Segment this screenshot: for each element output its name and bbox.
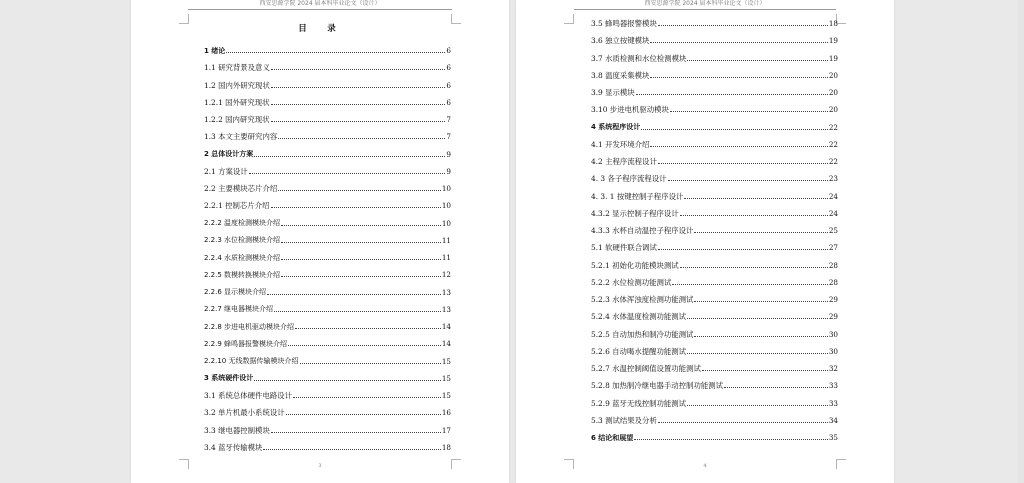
toc-entry-title: 2.2.9 蜂鸣器报警模块介绍: [204, 339, 288, 348]
toc-entry-page: 23: [828, 174, 838, 184]
document-page-left: [131, 0, 509, 483]
dot-leader: [249, 167, 446, 174]
toc-entry-page: 15: [441, 391, 451, 401]
toc-entry-page: 10: [441, 184, 451, 194]
toc-entry-title: 4.3.2 显示控制子程序设计: [591, 208, 679, 218]
toc-entry-title: 4.1 开发环境介绍: [591, 139, 650, 149]
toc-entry-title: 4. 3 各子程序流程设计: [591, 174, 667, 184]
toc-entry-page: 32: [828, 364, 838, 374]
toc-entry-title: 2 总体设计方案: [204, 150, 254, 159]
toc-entry-page: 20: [828, 105, 838, 115]
toc-entry-title: 2.2.7 继电器模块介绍: [204, 305, 274, 314]
toc-entry-title: 5.2.9 蓝牙无线控制功能测试: [591, 398, 687, 408]
dot-leader: [274, 305, 441, 312]
toc-entry-title: 2.2 主要模块芯片介绍: [204, 184, 278, 194]
dot-leader: [658, 243, 828, 250]
toc-entry[interactable]: [591, 377, 838, 394]
toc-entry-page: 29: [828, 312, 838, 322]
dot-leader: [672, 278, 828, 285]
toc-entry-page: 19: [828, 36, 838, 46]
toc-entry-page: 29: [828, 295, 838, 305]
toc-entry[interactable]: [204, 370, 451, 387]
toc-entry[interactable]: [591, 308, 838, 325]
toc-entry-page: 22: [828, 122, 838, 132]
toc-entry-title: 1.1 研究背景及意义: [204, 63, 270, 73]
dot-leader: [271, 115, 446, 122]
toc-entry-title: 1.3 本文主要研究内容: [204, 132, 278, 142]
toc-entry[interactable]: [591, 84, 838, 101]
toc-entry-page: 34: [828, 415, 838, 425]
toc-entry[interactable]: [591, 32, 838, 49]
dot-leader: [702, 364, 828, 371]
toc-entry[interactable]: [204, 94, 451, 111]
toc-entry[interactable]: [591, 15, 838, 32]
toc-entry-title: 5.2.4 水体温度检测功能测试: [591, 312, 687, 322]
toc-entry-page: 11: [441, 253, 451, 263]
toc-entry[interactable]: [591, 67, 838, 84]
dot-leader: [271, 201, 441, 208]
toc-entry[interactable]: [204, 387, 451, 404]
toc-entry-page: 6: [446, 97, 451, 107]
toc-entry[interactable]: [204, 249, 451, 266]
dot-leader: [641, 123, 828, 130]
toc-list-right: [591, 15, 838, 446]
toc-entry-title: 2.2.1 控制芯片介绍: [204, 201, 270, 211]
toc-entry-title: 4.2 主程序流程设计: [591, 157, 657, 167]
toc-entry-page: 17: [441, 425, 451, 435]
toc-entry-page: 18: [828, 19, 838, 29]
toc-entry-page: 14: [441, 322, 451, 332]
toc-entry-title: 3.9 显示模块: [591, 88, 635, 98]
dot-leader: [724, 381, 828, 388]
toc-entry[interactable]: [591, 412, 838, 429]
toc-entry-title: 2.2.5 数模转换模块介绍: [204, 270, 281, 279]
dot-leader: [295, 322, 441, 329]
toc-entry-title: 2.2.6 显示模块介绍: [204, 288, 267, 297]
page-number: 4: [703, 463, 707, 469]
dot-leader: [658, 416, 828, 423]
toc-entry[interactable]: [591, 50, 838, 67]
toc-entry-title: 1 绪论: [204, 46, 226, 55]
dot-leader: [687, 399, 828, 406]
toc-entry[interactable]: [204, 163, 451, 180]
viewer-scrollbar[interactable]: [1018, 0, 1024, 483]
dot-leader: [658, 157, 828, 164]
dot-leader: [687, 347, 828, 354]
toc-entry[interactable]: [204, 77, 451, 94]
toc-entry-title: 2.2.2 温度检测模块介绍: [204, 219, 281, 228]
toc-entry-page: 30: [828, 346, 838, 356]
toc-entry-page: 10: [441, 201, 451, 211]
toc-entry-page: 7: [446, 115, 451, 125]
toc-entry[interactable]: [591, 257, 838, 274]
running-header: 西安思源学院 2024 届本科毕业论文（设计）: [574, 0, 836, 10]
toc-entry-title: 3.7 水质检测和水位检测模块: [591, 53, 687, 63]
toc-entry[interactable]: [204, 42, 451, 59]
toc-entry-title: 5.2.5 自动加热和制冷功能测试: [591, 329, 694, 339]
toc-entry-page: 28: [828, 260, 838, 270]
toc-entry-title: 3.8 温度采集模块: [591, 70, 650, 80]
dot-leader: [684, 192, 827, 199]
dot-leader: [254, 150, 445, 157]
dot-leader: [694, 330, 827, 337]
toc-entry-title: 5.2.6 自动喝水提醒功能测试: [591, 346, 687, 356]
toc-entry-page: 13: [441, 287, 451, 297]
dot-leader: [267, 288, 441, 295]
toc-entry[interactable]: [591, 343, 838, 360]
dot-leader: [687, 54, 827, 61]
toc-entry-page: 7: [446, 132, 451, 142]
toc-entry[interactable]: [591, 239, 838, 256]
running-header: 西安思源学院 2024 届本科毕业论文（设计）: [188, 0, 452, 10]
toc-entry-page: 20: [828, 70, 838, 80]
toc-entry[interactable]: [204, 146, 451, 163]
toc-entry-page: 15: [441, 373, 451, 383]
toc-entry-title: 5.2.3 水体浑浊度检测功能测试: [591, 295, 694, 305]
toc-entry-title: 5.2.7 水温控制阈值设置功能测试: [591, 364, 701, 374]
dot-leader: [281, 253, 441, 260]
toc-entry-page: 18: [441, 442, 451, 452]
dot-leader: [658, 19, 828, 26]
toc-entry-title: 6 结论和展望: [591, 433, 634, 442]
dot-leader: [694, 295, 827, 302]
toc-entry-title: 3.6 独立按键模块: [591, 36, 650, 46]
dot-leader: [288, 339, 441, 346]
dot-leader: [254, 374, 441, 381]
toc-entry[interactable]: [204, 197, 451, 214]
toc-entry-page: 16: [441, 408, 451, 418]
toc-entry[interactable]: [204, 301, 451, 318]
page-number: 3: [318, 463, 322, 469]
toc-entry-title: 5.1 软硬件联合调试: [591, 243, 657, 253]
toc-entry-title: 2.1 方案设计: [204, 166, 248, 176]
toc-entry-page: 9: [446, 166, 451, 176]
toc-entry-page: 6: [446, 63, 451, 73]
toc-entry-page: 14: [441, 339, 451, 349]
toc-entry[interactable]: [204, 284, 451, 301]
toc-entry-title: 1.2 国内外研究现状: [204, 80, 270, 90]
toc-entry-page: 27: [828, 243, 838, 253]
dot-leader: [680, 261, 828, 268]
toc-entry-title: 4.3.3 水杯自动温控子程序设计: [591, 226, 694, 236]
toc-entry-title: 3.2 单片机最小系统设计: [204, 408, 285, 418]
dot-leader: [271, 98, 446, 105]
dot-leader: [293, 391, 441, 398]
toc-entry-page: 28: [828, 277, 838, 287]
toc-entry-page: 22: [828, 139, 838, 149]
dot-leader: [670, 105, 828, 112]
dot-leader: [263, 443, 440, 450]
toc-entry[interactable]: [204, 318, 451, 335]
toc-entry-title: 5.2.1 初始化功能模块测试: [591, 260, 679, 270]
toc-entry[interactable]: [591, 326, 838, 343]
toc-entry[interactable]: [591, 291, 838, 308]
toc-entry-page: 12: [441, 270, 451, 280]
dot-leader: [281, 236, 441, 243]
toc-entry-title: 1.2.1 国外研究现状: [204, 97, 270, 107]
toc-entry-title: 3.10 步进电机驱动模块: [591, 105, 669, 115]
dot-leader: [634, 433, 828, 440]
toc-entry-title: 3 系统硬件设计: [204, 374, 254, 383]
dot-leader: [668, 174, 828, 181]
toc-entry-page: 24: [828, 191, 838, 201]
toc-entry-title: 3.1 系统总体硬件电路设计: [204, 391, 293, 401]
dot-leader: [226, 46, 445, 53]
toc-entry-title: 5.2.8 加热制冷继电器手动控制功能测试: [591, 381, 724, 391]
toc-entry-title: 3.5 蜂鸣器报警模块: [591, 19, 657, 29]
toc-entry-title: 5.3 测试结果及分析: [591, 415, 657, 425]
toc-entry[interactable]: [204, 232, 451, 249]
dot-leader: [271, 81, 446, 88]
toc-entry-title: 2.2.10 无线数据传输模块介绍: [204, 357, 299, 366]
toc-entry-title: 2.2.8 步进电机驱动模块介绍: [204, 322, 295, 331]
dot-leader: [286, 408, 441, 415]
toc-entry-page: 9: [446, 149, 451, 159]
toc-entry-page: 33: [828, 381, 838, 391]
toc-entry[interactable]: [591, 153, 838, 170]
toc-entry-page: 19: [828, 53, 838, 63]
toc-entry[interactable]: [591, 119, 838, 136]
toc-entry-page: 10: [441, 218, 451, 228]
toc-title: 目 录: [298, 24, 342, 34]
document-page-right: [516, 0, 894, 483]
dot-leader: [694, 226, 827, 233]
toc-entry-title: 2.2.3 水位检测模块介绍: [204, 236, 281, 245]
toc-entry-page: 6: [446, 46, 451, 56]
dot-leader: [650, 140, 827, 147]
toc-entry-page: 30: [828, 329, 838, 339]
toc-entry-title: 3.4 蓝牙传输模块: [204, 442, 263, 452]
toc-entry[interactable]: [204, 180, 451, 197]
dot-leader: [278, 184, 441, 191]
dot-leader: [650, 71, 827, 78]
toc-entry[interactable]: [204, 128, 451, 145]
toc-entry[interactable]: [591, 170, 838, 187]
toc-entry-page: 11: [441, 235, 451, 245]
toc-entry-page: 20: [828, 88, 838, 98]
dot-leader: [278, 132, 445, 139]
toc-entry-page: 22: [828, 157, 838, 167]
toc-entry[interactable]: [204, 422, 451, 439]
toc-entry[interactable]: [591, 360, 838, 377]
toc-entry-title: 4. 3. 1 按键控制子程序设计: [591, 191, 684, 201]
dot-leader: [281, 219, 441, 226]
toc-entry-title: 4 系统程序设计: [591, 123, 641, 132]
dot-leader: [680, 209, 828, 216]
toc-entry[interactable]: [591, 101, 838, 118]
toc-entry-title: 5.2.2 水位检测功能测试: [591, 277, 672, 287]
toc-entry-page: 24: [828, 208, 838, 218]
dot-leader: [650, 36, 827, 43]
toc-entry[interactable]: [204, 215, 451, 232]
dot-leader: [687, 312, 828, 319]
toc-list-left: [204, 42, 451, 456]
dot-leader: [271, 426, 441, 433]
dot-leader: [281, 270, 441, 277]
toc-entry-page: 6: [446, 80, 451, 90]
toc-entry[interactable]: [204, 404, 451, 421]
toc-entry[interactable]: [204, 111, 451, 128]
toc-entry[interactable]: [204, 439, 451, 456]
toc-entry-title: 3.3 继电器控制模块: [204, 425, 270, 435]
toc-entry[interactable]: [591, 205, 838, 222]
toc-entry[interactable]: [591, 136, 838, 153]
toc-entry[interactable]: [591, 274, 838, 291]
dot-leader: [300, 357, 441, 364]
toc-entry[interactable]: [204, 266, 451, 283]
toc-entry[interactable]: [204, 335, 451, 352]
toc-entry-title: 1.2.2 国内研究现状: [204, 115, 270, 125]
crop-mark: [564, 14, 574, 24]
toc-entry-page: 13: [441, 304, 451, 314]
toc-entry[interactable]: [591, 429, 838, 446]
dot-leader: [636, 88, 828, 95]
toc-entry[interactable]: [591, 222, 838, 239]
toc-entry-page: 25: [828, 226, 838, 236]
toc-entry-page: 35: [828, 433, 838, 443]
toc-entry[interactable]: [204, 59, 451, 76]
toc-entry-page: 15: [441, 356, 451, 366]
toc-entry[interactable]: [591, 188, 838, 205]
toc-entry[interactable]: [591, 395, 838, 412]
toc-entry-page: 33: [828, 398, 838, 408]
dot-leader: [271, 63, 446, 70]
toc-entry-title: 2.2.4 水质检测模块介绍: [204, 253, 281, 262]
toc-entry[interactable]: [204, 353, 451, 370]
